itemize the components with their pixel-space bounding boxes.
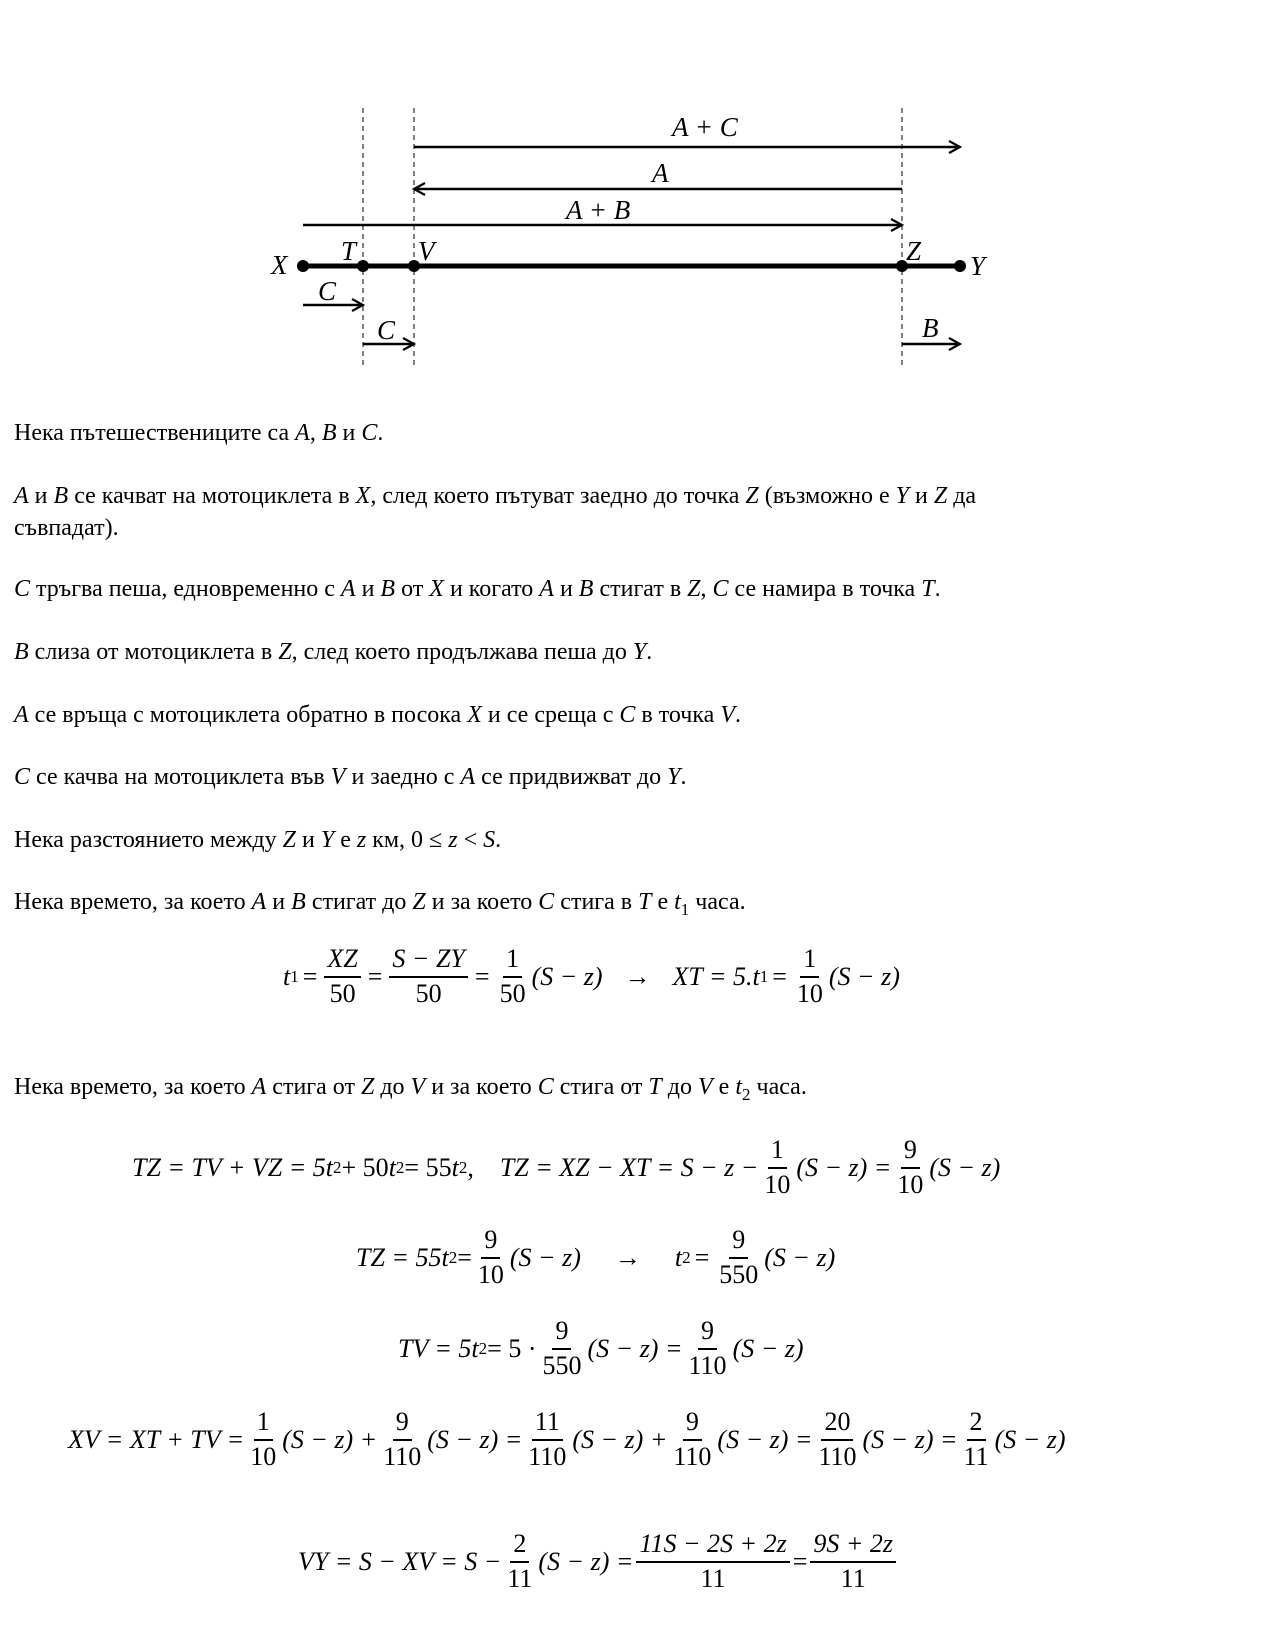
diagram-svg (0, 0, 1275, 400)
var: Z (412, 889, 426, 915)
eq-var: t (283, 961, 291, 991)
text: стига в (554, 889, 639, 915)
var: A (539, 576, 554, 602)
label-point-v: V (418, 236, 435, 266)
var: C (14, 764, 31, 790)
subscript: 1 (680, 899, 690, 919)
text: да (947, 483, 977, 509)
denominator: 10 (897, 1169, 924, 1199)
text: Нека разстоянието между (14, 827, 283, 853)
denominator: 50 (329, 978, 356, 1008)
equals: = (367, 961, 383, 991)
var: A (295, 420, 310, 446)
var: Z (282, 827, 296, 853)
numerator: 9S + 2z (810, 1530, 896, 1563)
denominator: 110 (383, 1441, 422, 1471)
text: и (336, 420, 362, 446)
text: е (712, 1074, 736, 1100)
text: слиза от мотоциклета в (28, 639, 279, 665)
text: . (377, 420, 384, 446)
eq-text: (S − z) = (862, 1424, 958, 1454)
equation-t2 (356, 1226, 835, 1289)
eq-var: t (325, 1152, 334, 1182)
paragraph-a-returns (14, 699, 741, 731)
paragraph-c-boards (14, 761, 687, 793)
var: z (448, 827, 458, 853)
var: Z (278, 639, 292, 665)
var: B (321, 420, 337, 446)
var: B (380, 576, 396, 602)
eq-text: (S − z) + (282, 1424, 378, 1454)
paragraph-time-t2 (14, 1071, 807, 1111)
numerator: 9 (552, 1317, 571, 1350)
var: T (648, 1074, 662, 1100)
text: е (651, 889, 675, 915)
numerator: XZ (324, 945, 360, 978)
var: C (712, 576, 729, 602)
label-c-first: C (318, 276, 337, 306)
var: B (578, 576, 594, 602)
eq-text: TV = 5 (398, 1333, 472, 1363)
var: A (460, 764, 476, 790)
eq-text: (S − z) (732, 1333, 804, 1363)
var: Y (320, 827, 335, 853)
text: стига от (553, 1074, 649, 1100)
var: X (429, 576, 444, 602)
var: t (674, 889, 681, 915)
numerator: 1 (800, 945, 819, 978)
eq-text: VY = S − XV = S − (298, 1546, 502, 1576)
point-x (297, 260, 309, 272)
denominator: 11 (700, 1563, 726, 1593)
eq-text: TZ = TV + VZ = 5 (132, 1152, 326, 1182)
eq-var: t (674, 1242, 683, 1272)
var: C (361, 420, 378, 446)
text: Нека времето, за което (14, 889, 252, 915)
eq-text: = 55 (404, 1152, 452, 1182)
text: Нека времето, за което (14, 1074, 252, 1100)
var: A (14, 702, 29, 728)
eq-text: (S − z) = (587, 1333, 683, 1363)
eq-text: (S − z) = (796, 1152, 892, 1182)
text: км, 0 ≤ (366, 827, 449, 853)
text: е (334, 827, 357, 853)
fraction (894, 1136, 926, 1199)
denominator: 50 (499, 978, 526, 1008)
denominator: 11 (840, 1563, 866, 1593)
fraction (380, 1408, 424, 1471)
text: и за което (425, 1074, 538, 1100)
denominator: 550 (719, 1259, 759, 1289)
fraction (636, 1530, 789, 1593)
eq-text: (S − z) = (427, 1424, 523, 1454)
implies-arrow: → (624, 961, 651, 991)
var: A (340, 576, 356, 602)
denominator: 110 (528, 1441, 567, 1471)
eq-text: (S − z) (509, 1242, 581, 1272)
text: от (395, 576, 430, 602)
var: V (698, 1074, 713, 1100)
eq-var: t (451, 1152, 459, 1182)
text: се качват на мотоциклета в (68, 483, 356, 509)
equals: = (772, 961, 787, 991)
eq-sub: 2 (458, 1157, 468, 1177)
text: и се среща с (481, 702, 620, 728)
var: C (619, 702, 636, 728)
fraction (961, 1408, 992, 1471)
eq-sub: 1 (759, 966, 769, 986)
equation-tv (398, 1317, 804, 1380)
eq-sub: 1 (290, 966, 299, 986)
text: , (700, 576, 713, 602)
var: A (251, 889, 267, 915)
eq-text: (S − z) = (538, 1546, 634, 1576)
text: и когато (443, 576, 540, 602)
eq-text: (S − z) (764, 1242, 836, 1272)
label-point-t: T (341, 236, 357, 266)
denominator: 10 (796, 978, 823, 1008)
text: , след което пътуват заедно до точка (370, 483, 746, 509)
fraction (475, 1226, 507, 1289)
var: V (410, 1074, 426, 1100)
denominator: 50 (415, 978, 442, 1008)
text: стига от (266, 1074, 361, 1100)
equals: = (474, 961, 490, 991)
text: и (553, 576, 579, 602)
fraction (686, 1317, 730, 1380)
text: се намира в точка (728, 576, 922, 602)
var: S (483, 827, 496, 853)
paragraph-distance-z (14, 824, 501, 856)
eq-text: XV = XT + TV = (68, 1424, 245, 1454)
var: T (638, 889, 652, 915)
equals: = (694, 1242, 710, 1272)
numerator: 9 (481, 1226, 500, 1259)
text: часа. (750, 1074, 807, 1100)
text: . (735, 702, 741, 728)
fraction (810, 1530, 896, 1593)
text: . (934, 576, 941, 602)
var: A (251, 1074, 267, 1100)
text: и заедно с (345, 764, 461, 790)
paragraph-b-gets-off (14, 636, 652, 668)
numerator: 9 (393, 1408, 412, 1441)
denominator: 110 (673, 1441, 712, 1471)
denominator: 110 (688, 1350, 727, 1380)
text: часа. (689, 889, 746, 915)
equation-t1 (283, 945, 900, 1008)
equation-vy (298, 1530, 899, 1593)
eq-text: (S − z) (994, 1424, 1066, 1454)
label-a-plus-c: A + C (672, 112, 738, 142)
var: A (14, 483, 29, 509)
paragraph-travelers (14, 417, 383, 449)
text: тръгва пеша, едновременно с (30, 576, 341, 602)
text: стигат до (305, 889, 413, 915)
var: B (53, 483, 69, 509)
text: стигат в (593, 576, 688, 602)
fraction (247, 1408, 279, 1471)
eq-sub: 2 (478, 1338, 488, 1358)
fraction (670, 1408, 714, 1471)
text: до (661, 1074, 698, 1100)
label-a-plus-b: A + B (566, 195, 631, 225)
text: се връща с мотоциклета обратно в посока (28, 702, 468, 728)
var: T (921, 576, 935, 602)
eq-sub: 2 (395, 1157, 405, 1177)
var: V (330, 764, 346, 790)
text: < (457, 827, 484, 853)
numerator: 2 (510, 1530, 529, 1563)
denominator: 550 (542, 1350, 582, 1380)
fraction (539, 1317, 584, 1380)
numerator: 1 (254, 1408, 273, 1441)
var: B (14, 639, 29, 665)
label-c-second: C (377, 315, 396, 345)
travel-diagram (0, 0, 1275, 400)
eq-text: TZ = 55 (356, 1242, 442, 1272)
var: Y (895, 483, 910, 509)
denominator: 11 (963, 1441, 989, 1471)
eq-text: (S − z) = (717, 1424, 813, 1454)
point-t (357, 260, 369, 272)
text: , след което продължава пеша до (291, 639, 633, 665)
var: Y (632, 639, 647, 665)
eq-text: + 50 (341, 1152, 389, 1182)
eq-text: = 5 · (487, 1333, 537, 1363)
text: и (909, 483, 934, 509)
text: в точка (635, 702, 721, 728)
text: . (495, 827, 502, 853)
denominator: 10 (250, 1441, 277, 1471)
text: . (680, 764, 687, 790)
text: и за което (425, 889, 539, 915)
text: и (266, 889, 292, 915)
text: (възможно е (758, 483, 896, 509)
numerator: 9 (698, 1317, 717, 1350)
equals: = (302, 961, 318, 991)
fraction (497, 945, 529, 1008)
text: и (355, 576, 381, 602)
eq-text: XT = 5. (672, 961, 753, 991)
fraction (525, 1408, 569, 1471)
text: и (28, 483, 54, 509)
var: Z (933, 483, 948, 509)
point-y (954, 260, 966, 272)
numerator: 9 (729, 1226, 748, 1259)
label-b: B (922, 313, 939, 343)
var: Z (745, 483, 759, 509)
text: се качва на мотоциклета във (30, 764, 331, 790)
eq-var: t (752, 961, 760, 991)
paragraph-a-b-motorcycle (14, 480, 976, 512)
var: X (355, 483, 371, 509)
fraction (761, 1136, 793, 1199)
var: z (356, 827, 367, 853)
var: X (467, 702, 482, 728)
fraction (504, 1530, 535, 1593)
numerator: 1 (768, 1136, 787, 1169)
eq-text: , (467, 1152, 474, 1182)
eq-sub: 2 (333, 1157, 342, 1177)
text: , (309, 420, 322, 446)
fraction (815, 1408, 859, 1471)
var: C (14, 576, 31, 602)
var: t (735, 1074, 742, 1100)
paragraph-a-b-motorcycle-cont: съвпадат). (14, 515, 119, 541)
var: Z (687, 576, 701, 602)
var: V (720, 702, 735, 728)
eq-sub: 2 (448, 1247, 458, 1267)
label-point-x: X (271, 250, 288, 280)
numerator: 11 (532, 1408, 563, 1441)
text: се придвижват до (475, 764, 668, 790)
paragraph-time-t1 (14, 886, 746, 926)
equals: = (792, 1546, 808, 1576)
numerator: 2 (967, 1408, 986, 1441)
label-point-z: Z (906, 236, 922, 266)
subscript: 2 (742, 1084, 751, 1104)
var: C (538, 889, 555, 915)
equals: = (457, 1242, 472, 1272)
denominator: 10 (477, 1259, 504, 1289)
var: C (537, 1074, 554, 1100)
eq-text: (S − z) (531, 961, 603, 991)
paragraph-c-walks (14, 573, 941, 605)
eq-var: t (441, 1242, 449, 1272)
text: и (295, 827, 321, 853)
numerator: 9 (901, 1136, 920, 1169)
text: Нека пътешествениците са (14, 420, 296, 446)
eq-var: t (388, 1152, 396, 1182)
denominator: 110 (818, 1441, 857, 1471)
var: Z (360, 1074, 375, 1100)
fraction (389, 945, 467, 1008)
numerator: S − ZY (389, 945, 467, 978)
var: Y (667, 764, 681, 790)
implies-arrow: → (614, 1242, 641, 1272)
eq-text: TZ = XZ − XT = S − z − (499, 1152, 759, 1182)
fraction (716, 1226, 761, 1289)
denominator: 11 (507, 1563, 533, 1593)
fraction (794, 945, 826, 1008)
eq-text: (S − z) (929, 1152, 1001, 1182)
eq-text: (S − z) (828, 961, 900, 991)
label-point-y: Y (970, 251, 986, 281)
numerator: 1 (503, 945, 522, 978)
numerator: 11S − 2S + 2z (636, 1530, 789, 1563)
text: . (646, 639, 653, 665)
text: до (374, 1074, 411, 1100)
var: B (291, 889, 306, 915)
eq-sub: 2 (682, 1247, 691, 1267)
numerator: 9 (683, 1408, 702, 1441)
numerator: 20 (821, 1408, 853, 1441)
equation-tz (132, 1136, 1000, 1199)
eq-text: (S − z) + (572, 1424, 668, 1454)
eq-var: t (471, 1333, 479, 1363)
fraction (324, 945, 360, 1008)
label-a: A (652, 158, 669, 188)
denominator: 10 (764, 1169, 791, 1199)
equation-xv (68, 1408, 1066, 1471)
